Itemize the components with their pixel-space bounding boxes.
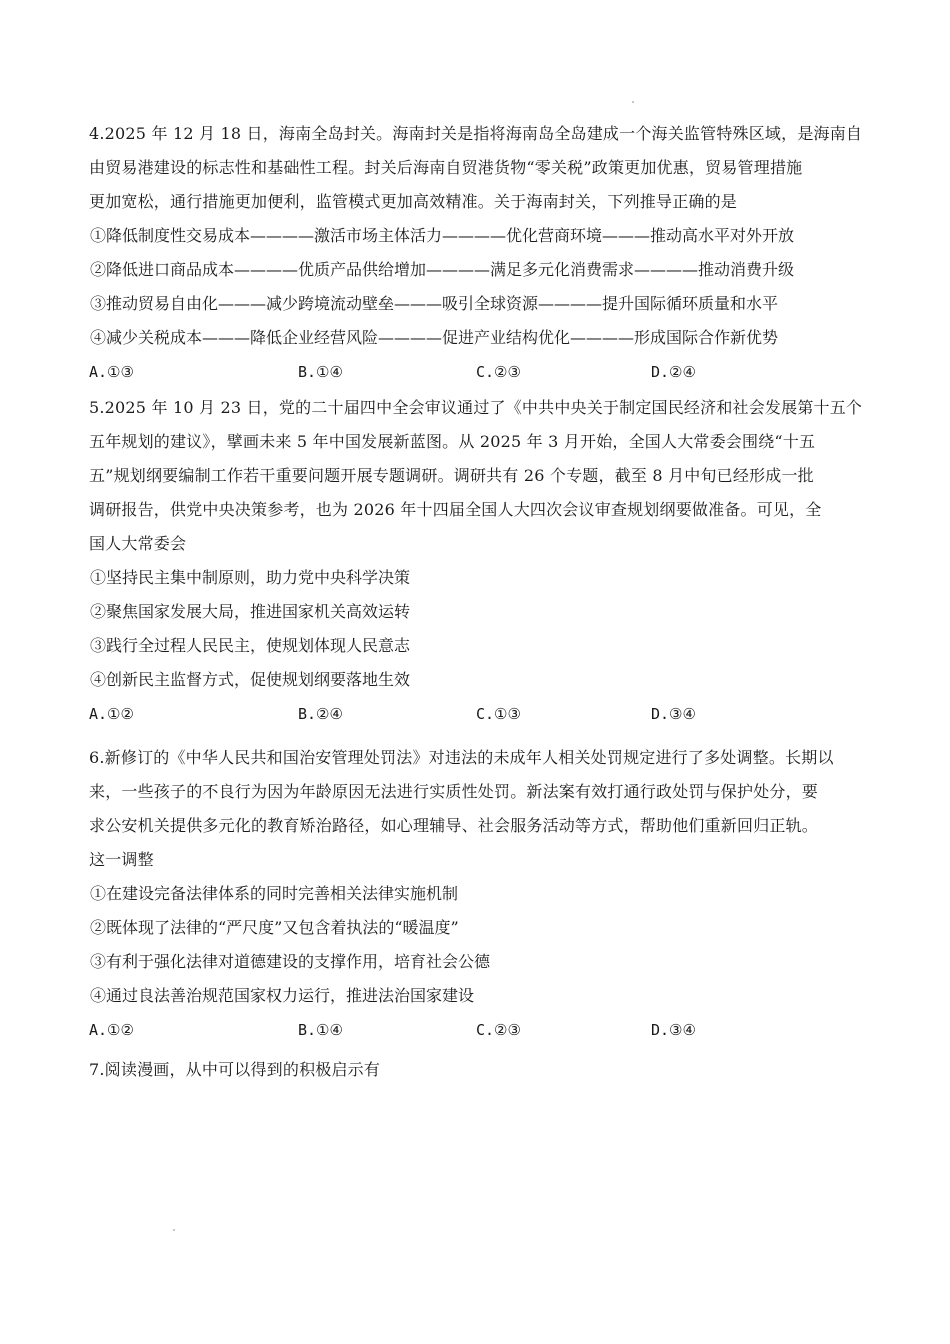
statement-option: ②降低进口商品成本————优质产品供给增加————满足多元化消费需求————推动消费升级 [90,260,795,279]
choice-d: D.③④ [651,705,696,723]
statement-option: ③践行全过程人民民主，使规划体现人民意志 [90,636,411,655]
question-stem-line: 7.阅读漫画，从中可以得到的积极启示有 [89,1060,381,1079]
statement-option: ②聚焦国家发展大局，推进国家机关高效运转 [90,602,411,621]
question-stem-line: 由贸易港建设的标志性和基础性工程。封关后海南自贸港货物“零关税”政策更加优惠，贸易管理措施 [89,158,803,177]
question-stem-line: 6.新修订的《中华人民共和国治安管理处罚法》对违法的未成年人相关处罚规定进行了多处调整。长期以 [89,748,834,767]
statement-option: ③推动贸易自由化———减少跨境流动壁垒———吸引全球资源————提升国际循环质量和水平 [90,294,779,313]
scan-speck [632,101,634,103]
choice-a: A.①② [89,705,134,723]
scan-speck [173,1229,175,1231]
question-stem-line: 求公安机关提供多元化的教育矫治路径，如心理辅导、社会服务活动等方式，帮助他们重新回归正轨。 [89,816,819,835]
statement-option: ②既体现了法律的“严尺度”又包含着执法的“暖温度” [90,918,459,937]
choice-c: C.①③ [476,705,521,723]
choice-c: C.②③ [476,363,521,381]
question-stem-line: 更加宽松，通行措施更加便利，监管模式更加高效精准。关于海南封关，下列推导正确的是 [89,192,738,211]
question-stem-line: 来，一些孩子的不良行为因为年龄原因无法进行实质性处罚。新法案有效打通行政处罚与保护处分，要 [89,782,819,801]
choice-a: A.①③ [89,363,134,381]
answer-choices [89,697,881,731]
choice-b: B.①④ [298,363,343,381]
statement-option: ①坚持民主集中制原则，助力党中央科学决策 [90,568,411,587]
question-stem-line: 这一调整 [89,850,154,869]
question-7 [89,1053,881,1087]
choice-d: D.③④ [651,1021,696,1039]
question-4 [89,117,881,389]
question-stem-line: 4.2025 年 12 月 18 日，海南全岛封关。海南封关是指将海南岛全岛建成一个海关监管特殊区域，是海南自 [89,124,863,143]
question-6 [89,741,881,1047]
choice-b: B.②④ [298,705,343,723]
question-stem-line: 五”规划纲要编制工作若干重要问题开展专题调研。调研共有 26 个专题，截至 8 月中旬已经形成一批 [89,466,814,485]
statement-option: ④创新民主监督方式，促使规划纲要落地生效 [90,670,411,689]
choice-a: A.①② [89,1021,134,1039]
choice-d: D.②④ [651,363,696,381]
choice-b: B.①④ [298,1021,343,1039]
answer-choices [89,1013,881,1047]
question-stem-line: 5.2025 年 10 月 23 日，党的二十届四中全会审议通过了《中共中央关于制定国民经济和社会发展第十五个 [89,398,863,417]
answer-choices [89,355,881,389]
question-stem-line: 调研报告，供党中央决策参考，也为 2026 年十四届全国人大四次会议审查规划纲要做准备。可见，全 [89,500,822,519]
statement-option: ①在建设完备法律体系的同时完善相关法律实施机制 [90,884,459,903]
statement-option: ④减少关税成本———降低企业经营风险————促进产业结构优化————形成国际合作新优势 [90,328,779,347]
choice-c: C.②③ [476,1021,521,1039]
question-5 [89,391,881,731]
question-stem-line: 五年规划的建议》，擘画未来 5 年中国发展新蓝图。从 2025 年 3 月开始，全国人大常委会围绕“十五 [89,432,816,451]
question-stem-line: 国人大常委会 [89,534,187,553]
statement-option: ①降低制度性交易成本————激活市场主体活力————优化营商环境———推动高水平对外开放 [90,226,795,245]
statement-option: ③有利于强化法律对道德建设的支撑作用，培育社会公德 [90,952,491,971]
statement-option: ④通过良法善治规范国家权力运行，推进法治国家建设 [90,986,475,1005]
